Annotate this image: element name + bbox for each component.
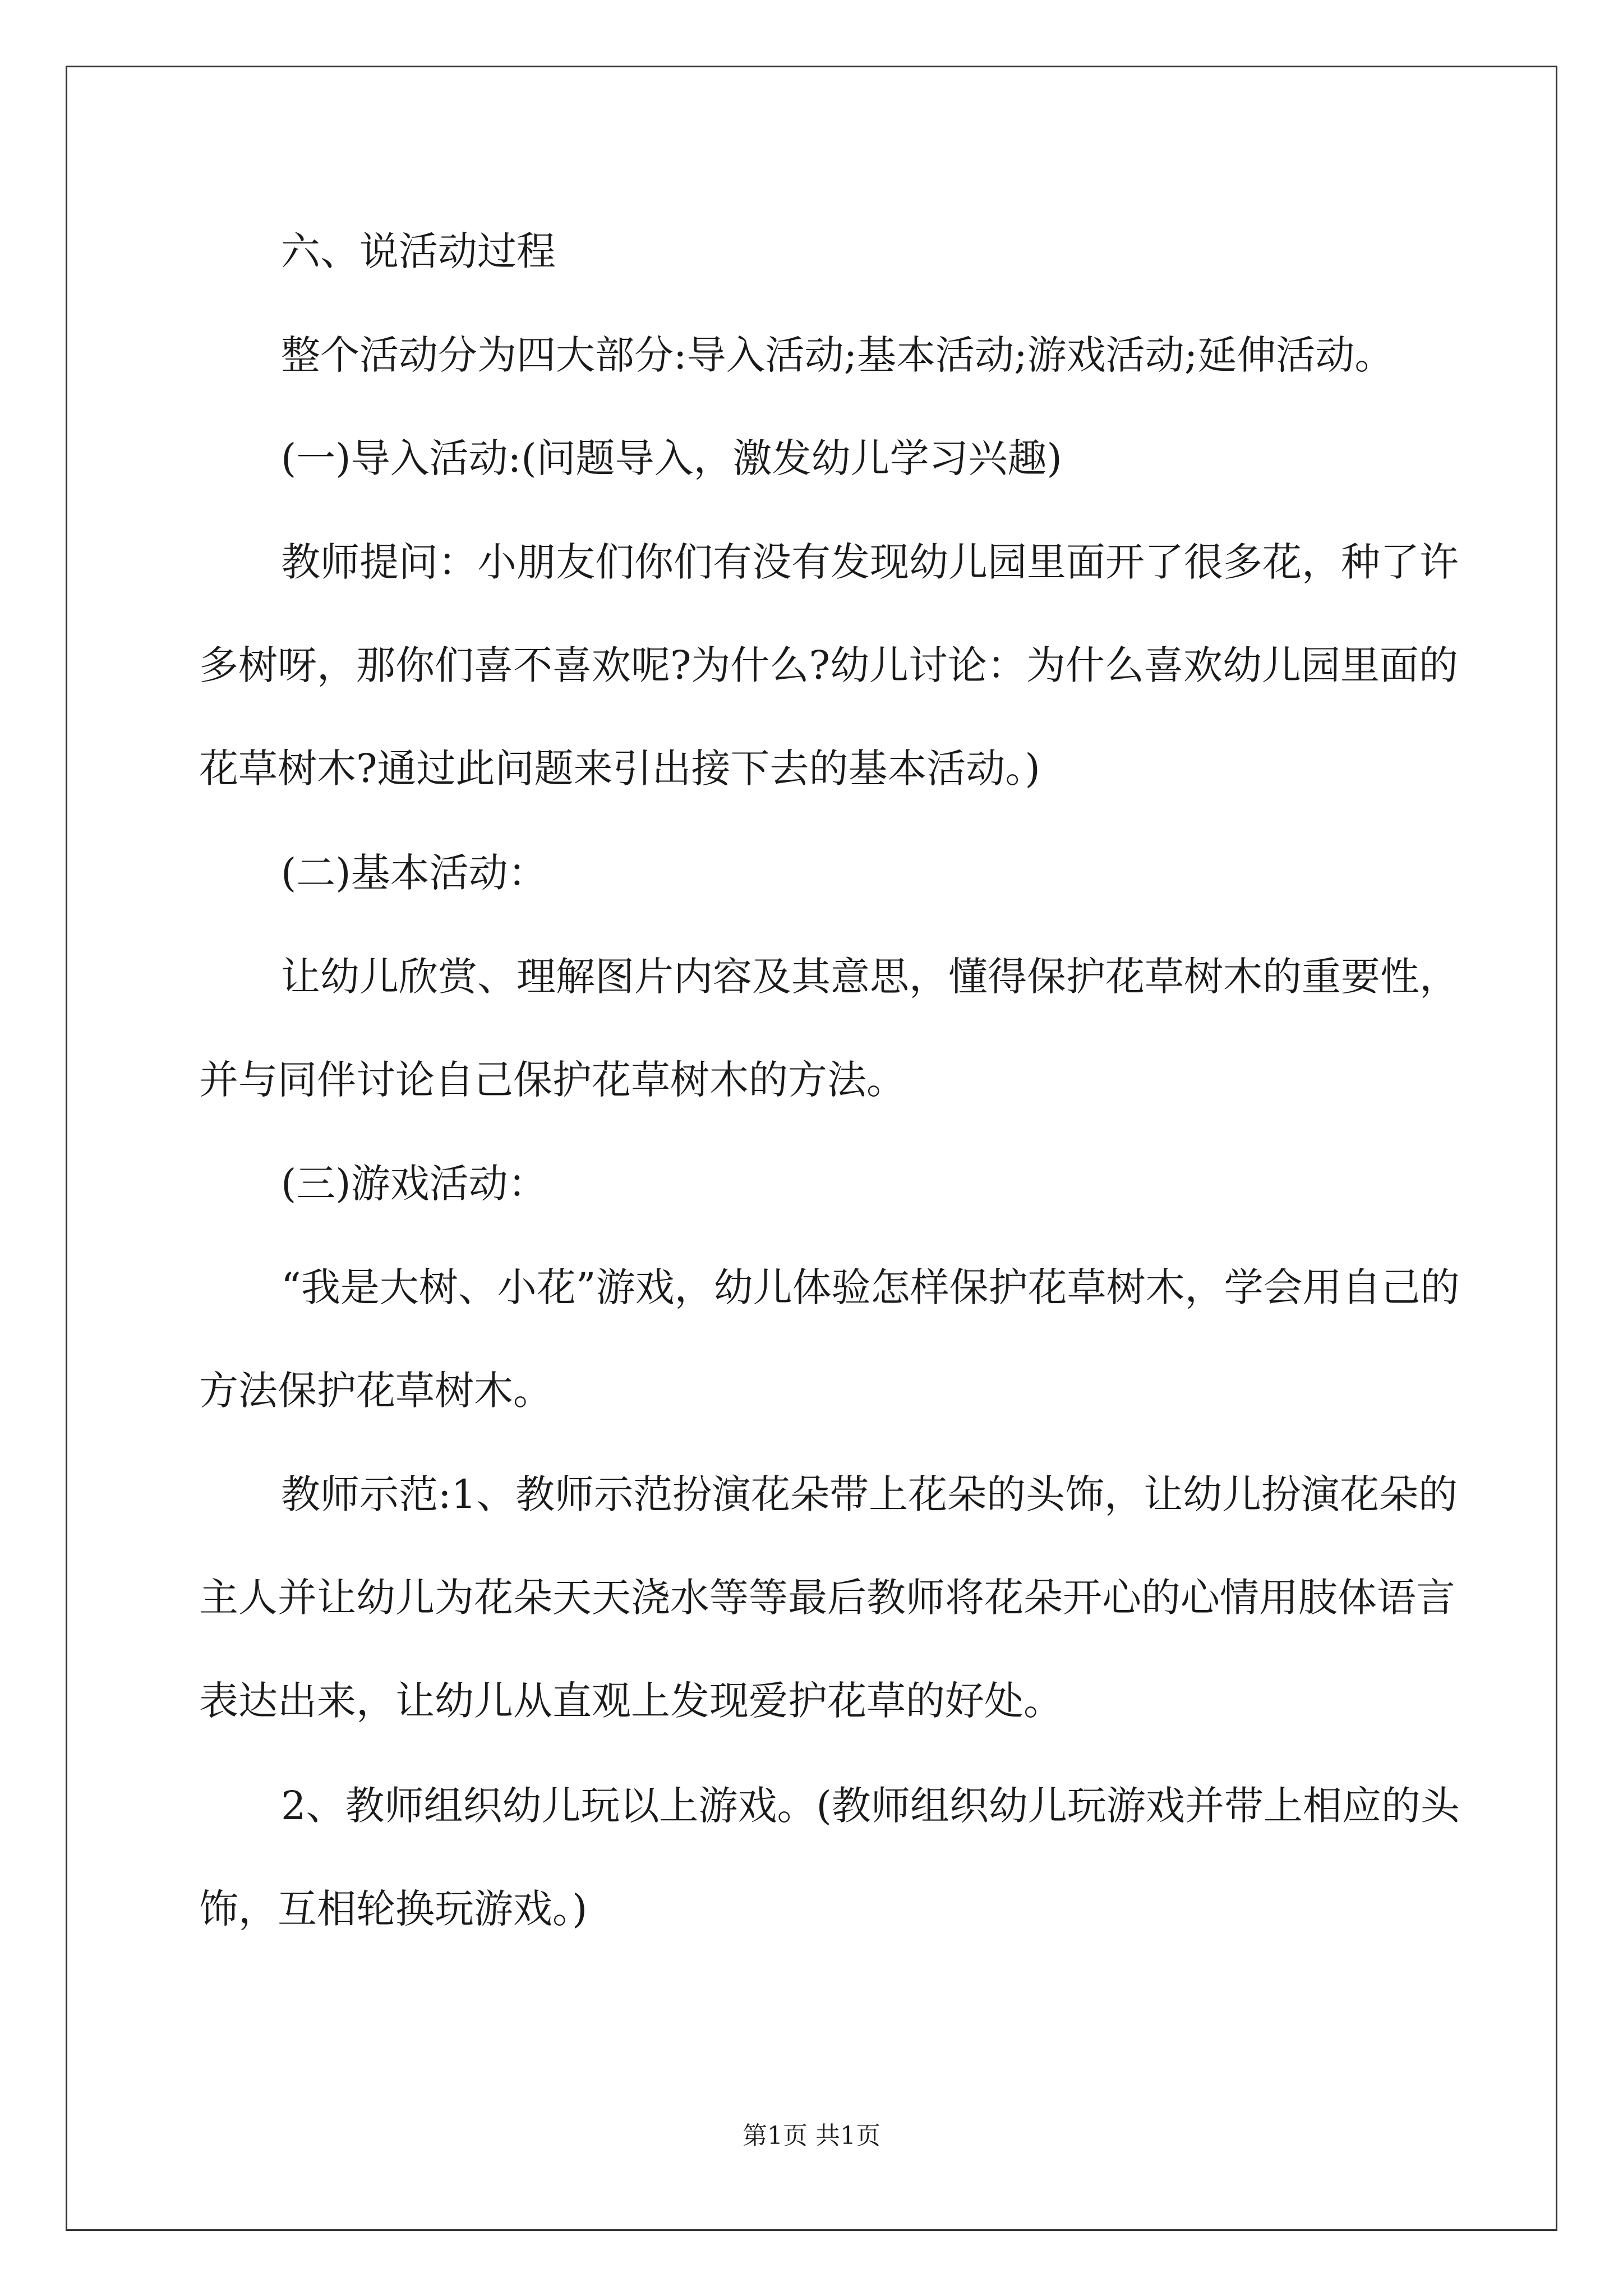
paragraph-teacher-demo: 教师示范:1、教师示范扮演花朵带上花朵的头饰，让幼儿扮演花朵的主人并让幼儿为花朵天天浇水等等最后教师将花朵开心的心情用肢体语言表达出来，让幼儿从直观上发现爱护花草的好处。 [199, 1471, 1458, 1724]
page-footer: 第1页 共1页 [743, 2122, 880, 2150]
paragraph-basic-heading: (二)基本活动： [281, 850, 547, 896]
paragraph-section-heading: 六、说活动过程 [281, 228, 556, 274]
paragraph-overview: 整个活动分为四大部分:导入活动;基本活动;游戏活动;延伸活动。 [281, 332, 1394, 378]
paragraph-game-heading: (三)游戏活动： [281, 1161, 547, 1207]
paragraph-basic-content: 让幼儿欣赏、理解图片内容及其意思，懂得保护花草树木的重要性，并与同伴讨论自己保护花草树木的方法。 [199, 954, 1459, 1103]
paragraph-game-content: “我是大树、小花”游戏，幼儿体验怎样保护花草树木，学会用自己的方法保护花草树木。 [199, 1264, 1460, 1414]
paragraph-intro-heading: (一)导入活动:(问题导入，激发幼儿学习兴趣) [281, 435, 1062, 481]
paragraph-teacher-question: 教师提问：小朋友们你们有没有发现幼儿园里面开了很多花，种了许多树呀，那你们喜不喜欢呢?为什么?幼儿讨论：为什么喜欢幼儿园里面的花草树木?通过此问题来引出接下去的基本活动。) [199, 539, 1459, 792]
paragraph-game-organize: 2、教师组织幼儿玩以上游戏。(教师组织幼儿玩游戏并带上相应的头饰，互相轮换玩游戏。) [199, 1783, 1460, 1932]
